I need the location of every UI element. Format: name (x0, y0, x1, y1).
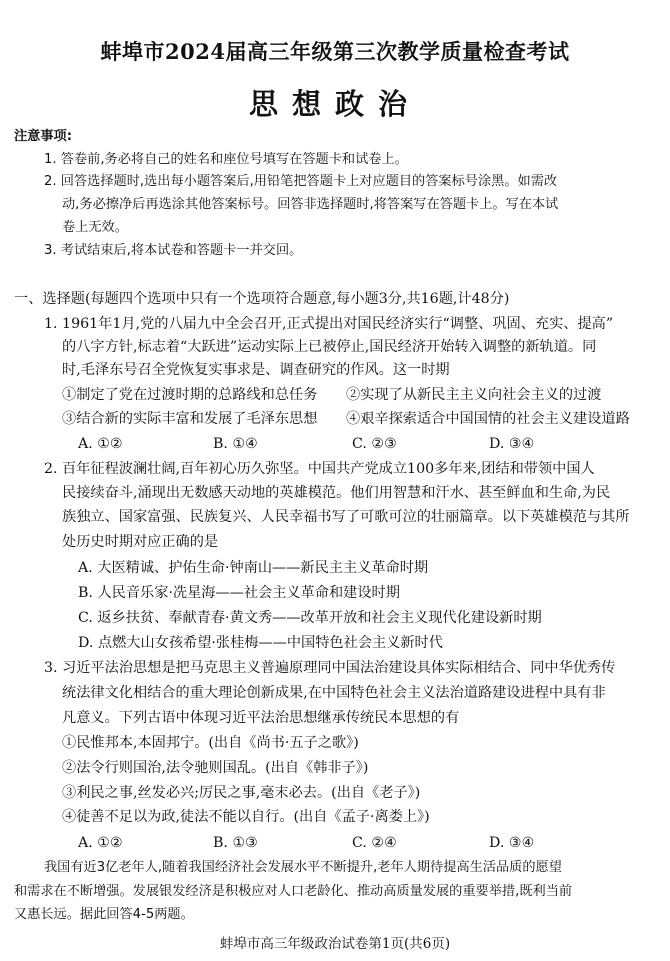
q2-stem-line: 族独立、国家富强、民族复兴、人民幸福书写了可歌可泣的壮丽篇章。以下英雄模范与其所 (62, 509, 630, 525)
q2-option-c: C. 返乡扶贫、奉献青春·黄文秀——改革开放和社会主义现代化建设新时期 (78, 610, 542, 626)
section-heading: 一、选择题(每题四个选项中只有一个选项符合题意,每小题3分,共16题,计48分) (14, 291, 510, 307)
q1-statement: ④艰辛探索适合中国国情的社会主义建设道路 (346, 411, 630, 427)
q2-stem-line: 民接续奋斗,涌现出无数感天动地的英雄模范。他们用智慧和汗水、甚至鲜血和生命,为民 (62, 485, 611, 501)
q1-statement: ①制定了党在过渡时期的总路线和总任务 (62, 387, 318, 403)
q3-option-d: D. ③④ (489, 835, 535, 851)
q1-stem-line: 时,毛泽东号召全党恢复实事求是、调查研究的作风。这一时期 (62, 362, 450, 378)
exam-title: 蚌埠市2024届高三年级第三次教学质量检查考试 (100, 39, 570, 64)
q3-option-b: B. ①③ (213, 835, 258, 851)
material-line: 和需求在不断增强。发展银发经济是积极应对人口老龄化、推动高质量发展的重要举措,既利当前 (14, 884, 573, 899)
notes-item: 2. 回答选择题时,选出每小题答案后,用铅笔把答题卡上对应题目的答案标号涂黑。如需改 (44, 174, 558, 189)
notes-item: 卷上无效。 (62, 220, 128, 235)
material-line: 我国有近3亿老年人,随着我国经济社会发展水平不断提升,老年人期待提高生活品质的愿望 (44, 860, 562, 875)
q1-option-a: A. ①② (78, 436, 123, 452)
q2-option-d: D. 点燃大山女孩希望·张桂梅——中国特色社会主义新时代 (78, 635, 443, 651)
q3-option-a: A. ①② (78, 835, 123, 851)
page-footer: 蚌埠市高三年级政治试卷第1页(共6页) (219, 936, 451, 952)
notes-item: 1. 答卷前,务必将自己的姓名和座位号填写在答题卡和试卷上。 (44, 152, 408, 167)
q2-stem-line: 处历史时期对应正确的是 (62, 534, 219, 550)
q1-option-d: D. ③④ (489, 436, 535, 452)
material-line: 又惠长远。据此回答4-5两题。 (14, 907, 194, 922)
q1-stem-line: 的八字方针,标志着“大跃进”运动实际上已被停止,国民经济开始转入调整的新轨道。同 (62, 339, 597, 355)
q3-statement: ②法令行则国治,法令驰则国乱。(出自《韩非子》) (62, 760, 369, 776)
subject-title: 思想政治 (248, 87, 421, 121)
q1-option-c: C. ②③ (352, 436, 397, 452)
q1-stem-line: 1. 1961年1月,党的八届九中全会召开,正式提出对国民经济实行“调整、巩固、充实、提高” (44, 316, 614, 332)
q3-stem-line: 统法律文化相结合的重大理论创新成果,在中国特色社会主义法治道路建设进程中具有非 (62, 685, 606, 701)
q3-stem-line: 3. 习近平法治思想是把马克思主义普遍原理同中国法治建设具体实际相结合、同中华优秀传 (44, 660, 616, 676)
q3-statement: ①民惟邦本,本固邦宁。(出自《尚书·五子之歌》) (62, 735, 359, 751)
q3-option-c: C. ②④ (352, 835, 397, 851)
notes-heading: 注意事项: (14, 129, 73, 144)
q1-statement: ②实现了从新民主主义向社会主义的过渡 (346, 387, 602, 403)
q2-option-b: B. 人民音乐家·冼星海——社会主义革命和建设时期 (78, 585, 400, 601)
q1-option-b: B. ①④ (213, 436, 258, 452)
q3-statement: ④徒善不足以为政,徒法不能以自行。(出自《孟子·离娄上》) (62, 809, 430, 825)
q1-statement: ③结合新的实际丰富和发展了毛泽东思想 (62, 411, 318, 427)
notes-item: 3. 考试结束后,将本试卷和答题卡一并交回。 (44, 243, 303, 258)
q3-statement: ③利民之事,丝发必兴;厉民之事,毫末必去。(出自《老子》) (62, 785, 421, 801)
q2-stem-line: 2. 百年征程波澜壮阔,百年初心历久弥坚。中国共产党成立100多年来,团结和带领中国人 (44, 461, 595, 477)
q2-option-a: A. 大医精诚、护佑生命·钟南山——新民主主义革命时期 (78, 560, 429, 576)
q3-stem-line: 凡意义。下列古语中体现习近平法治思想继承传统民本思想的有 (62, 710, 460, 726)
notes-item: 动,务必擦净后再选涂其他答案标号。回答非选择题时,将答案写在答题卡上。写在本试 (62, 197, 559, 212)
